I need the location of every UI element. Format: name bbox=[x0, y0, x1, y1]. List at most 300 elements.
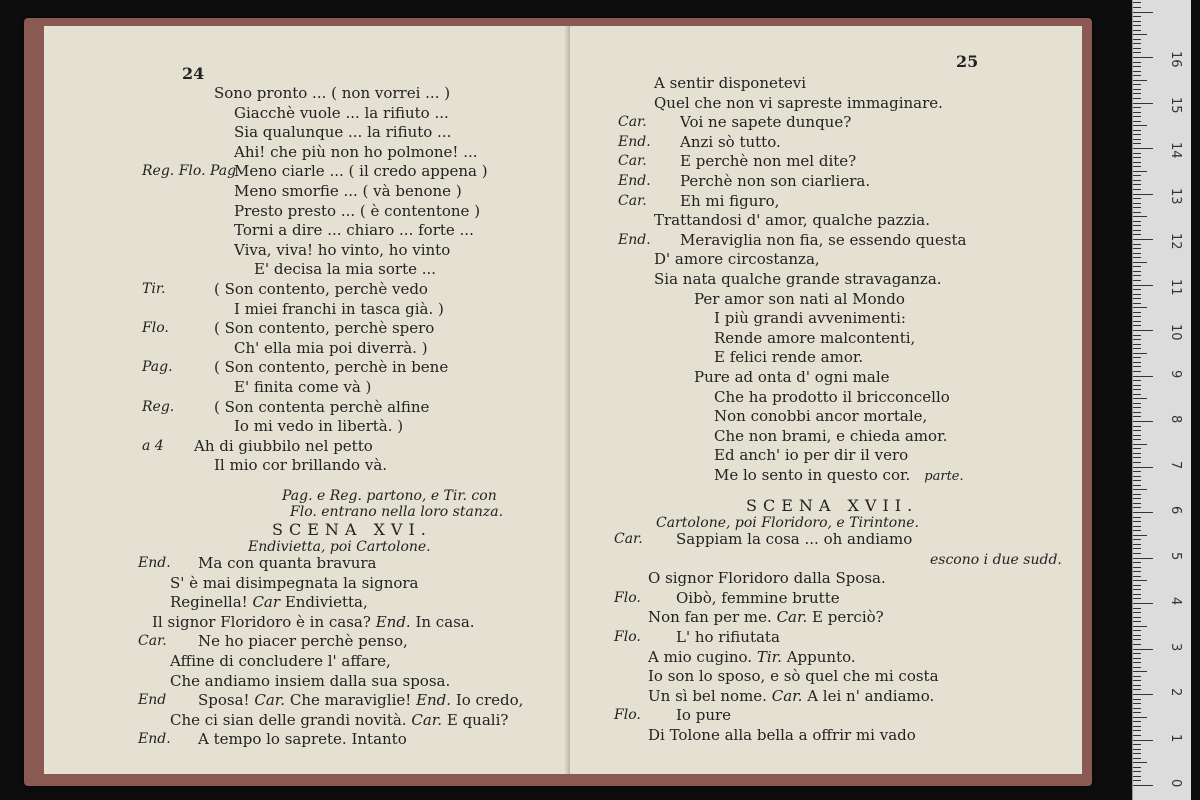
line-text: Oibò, femmine brutte bbox=[676, 588, 840, 607]
ruler-tick bbox=[1133, 80, 1147, 81]
line-text: Che andiamo insiem dalla sua sposa. bbox=[170, 671, 451, 690]
speaker-cue: Car. bbox=[776, 608, 808, 627]
ruler-tick bbox=[1133, 558, 1153, 559]
text-line bbox=[234, 104, 449, 122]
ruler-number: 1 bbox=[1168, 733, 1183, 742]
line-text: E quali? bbox=[442, 710, 509, 729]
text-line bbox=[654, 94, 943, 112]
ruler-tick bbox=[1133, 89, 1141, 90]
text-line bbox=[234, 378, 371, 396]
speaker-cue: Car. bbox=[771, 686, 803, 705]
ruler-tick bbox=[1133, 330, 1153, 331]
ruler-tick bbox=[1133, 567, 1141, 568]
ruler-tick bbox=[1133, 98, 1141, 99]
text-line bbox=[170, 574, 419, 592]
ruler-tick bbox=[1133, 153, 1141, 154]
page-number-left: 24 bbox=[182, 64, 205, 83]
line-text: Perchè non son ciarliera. bbox=[680, 172, 871, 190]
ruler-tick bbox=[1133, 730, 1141, 731]
ruler-tick bbox=[1133, 653, 1141, 654]
ruler-tick bbox=[1133, 762, 1147, 763]
line-text: Affine di concludere l' affare, bbox=[170, 652, 391, 670]
ruler-tick bbox=[1133, 740, 1153, 741]
ruler-tick bbox=[1133, 380, 1141, 381]
text-line bbox=[234, 241, 450, 259]
ruler-tick bbox=[1133, 139, 1141, 140]
speaker-label: Flo. bbox=[614, 629, 641, 645]
ruler-tick bbox=[1133, 703, 1141, 704]
speaker-label: Car. bbox=[618, 114, 647, 131]
ruler-tick bbox=[1133, 230, 1141, 231]
ruler-tick bbox=[1133, 21, 1141, 22]
speaker-cue: End. bbox=[375, 612, 411, 631]
ruler-tick bbox=[1133, 130, 1141, 131]
ruler-tick bbox=[1133, 166, 1141, 167]
text-line bbox=[714, 466, 964, 486]
ruler-tick bbox=[1133, 608, 1141, 609]
line-text: Sia qualunque ... la rifiuto ... bbox=[234, 123, 452, 142]
text-line bbox=[648, 667, 939, 685]
line-text: Torni a dire ... chiaro ... forte ... bbox=[234, 221, 474, 240]
ruler-tick bbox=[1133, 617, 1141, 618]
exit-direction: escono i due sudd. bbox=[930, 551, 1062, 568]
text-line bbox=[648, 687, 934, 705]
ruler-tick bbox=[1133, 571, 1141, 572]
ruler-tick bbox=[1133, 721, 1141, 722]
text-line bbox=[170, 711, 508, 729]
text-line bbox=[194, 437, 373, 455]
text-line bbox=[680, 113, 851, 131]
ruler-tick bbox=[1133, 321, 1141, 322]
text-line bbox=[680, 192, 779, 210]
ruler-tick bbox=[1133, 685, 1141, 686]
ruler-tick bbox=[1133, 335, 1141, 336]
ruler-tick bbox=[1133, 112, 1141, 113]
line-text: E perchè non mel dite? bbox=[680, 152, 857, 171]
speaker-label: Flo. bbox=[614, 589, 641, 606]
ruler-tick bbox=[1133, 39, 1141, 40]
ruler-tick bbox=[1133, 30, 1141, 31]
ruler-tick bbox=[1133, 635, 1141, 636]
ruler-tick bbox=[1133, 239, 1153, 240]
speaker-label: End. bbox=[138, 555, 171, 571]
line-text: In casa. bbox=[410, 612, 475, 631]
text-line bbox=[214, 84, 450, 102]
speaker-label: End. bbox=[138, 731, 171, 748]
line-text: Sono pronto ... ( non vorrei ... ) bbox=[214, 84, 451, 102]
line-text: Io son lo sposo, e sò quel che mi costa bbox=[648, 667, 939, 686]
ruler-tick bbox=[1133, 157, 1141, 158]
line-text: ( Son contento, perchè in bene bbox=[214, 358, 449, 377]
ruler-tick bbox=[1133, 216, 1147, 217]
ruler-tick bbox=[1133, 435, 1141, 436]
line-text: O signor Floridoro dalla Sposa. bbox=[648, 569, 886, 588]
line-text: A sentir disponetevi bbox=[654, 74, 807, 92]
ruler-tick bbox=[1133, 285, 1153, 286]
ruler-tick bbox=[1133, 180, 1141, 181]
ruler-tick bbox=[1133, 526, 1141, 527]
ruler-tick bbox=[1133, 480, 1141, 481]
line-text: Appunto. bbox=[781, 647, 856, 666]
ruler-tick bbox=[1133, 262, 1147, 263]
ruler-tick bbox=[1133, 2, 1141, 3]
ruler-tick bbox=[1133, 621, 1141, 622]
ruler-number: 15 bbox=[1168, 96, 1183, 114]
text-line bbox=[214, 456, 387, 474]
text-line bbox=[234, 417, 403, 435]
line-text: Di Tolone alla bella a offrir mi vado bbox=[648, 726, 916, 744]
ruler-tick bbox=[1133, 412, 1141, 413]
ruler-tick bbox=[1133, 234, 1141, 235]
ruler-tick bbox=[1133, 498, 1141, 499]
scene-characters-left: Endivietta, poi Cartolone. bbox=[248, 539, 431, 555]
ruler-tick bbox=[1133, 312, 1141, 313]
speaker-cue: Car bbox=[252, 593, 281, 612]
ruler-tick bbox=[1133, 471, 1141, 472]
ruler-tick bbox=[1133, 7, 1141, 8]
line-text: Sappiam la cosa ... oh andiamo bbox=[676, 530, 913, 548]
text-line bbox=[714, 309, 906, 327]
speaker-label: End. bbox=[618, 231, 651, 248]
text-line bbox=[152, 613, 475, 631]
scene-title-right: SCENA XVII. bbox=[746, 496, 919, 515]
ruler-tick bbox=[1133, 225, 1141, 226]
speaker-label: Car. bbox=[138, 633, 167, 650]
ruler-tick bbox=[1133, 448, 1141, 449]
measuring-ruler bbox=[1132, 0, 1191, 800]
line-text: A mio cugino. bbox=[648, 647, 757, 666]
text-line bbox=[714, 329, 915, 347]
line-text: Che non brami, e chieda amor. bbox=[714, 426, 948, 445]
text-line bbox=[234, 182, 462, 200]
text-line bbox=[214, 280, 428, 298]
speaker-cue: Tir. bbox=[756, 647, 782, 666]
text-line bbox=[234, 300, 444, 318]
speaker-cue: Car. bbox=[411, 710, 443, 729]
line-text: Non fan per me. bbox=[648, 608, 777, 627]
ruler-tick bbox=[1133, 366, 1141, 367]
text-line bbox=[170, 652, 391, 670]
ruler-tick bbox=[1133, 426, 1141, 427]
ruler-tick bbox=[1133, 671, 1147, 672]
ruler-tick bbox=[1133, 562, 1141, 563]
text-line bbox=[676, 706, 731, 724]
ruler-tick bbox=[1133, 694, 1153, 695]
ruler-tick bbox=[1133, 43, 1141, 44]
ruler-tick bbox=[1133, 339, 1141, 340]
ruler-tick bbox=[1133, 680, 1141, 681]
line-text: Me lo sento in questo cor. bbox=[714, 466, 911, 484]
speaker-label: a 4 bbox=[142, 437, 164, 454]
text-line bbox=[714, 446, 908, 464]
scene-title-left: SCENA XVI. bbox=[272, 520, 432, 539]
speaker-label: Tir. bbox=[142, 281, 166, 297]
text-line bbox=[714, 388, 950, 406]
ruler-tick bbox=[1133, 598, 1141, 599]
speaker-cue: End. bbox=[416, 691, 452, 710]
ruler-tick bbox=[1133, 325, 1141, 326]
ruler-tick bbox=[1133, 776, 1141, 777]
text-line bbox=[198, 554, 377, 572]
text-line bbox=[170, 593, 368, 611]
line-text: L' ho rifiutata bbox=[676, 628, 780, 646]
text-line bbox=[680, 172, 870, 190]
text-line bbox=[234, 221, 474, 239]
ruler-tick bbox=[1133, 676, 1141, 677]
ruler-tick bbox=[1133, 744, 1141, 745]
ruler-number: 5 bbox=[1168, 551, 1183, 560]
speaker-label: Flo. bbox=[614, 707, 641, 724]
ruler-tick bbox=[1133, 594, 1141, 595]
line-text: Anzi sò tutto. bbox=[680, 132, 781, 151]
ruler-tick bbox=[1133, 439, 1141, 440]
ruler-tick bbox=[1133, 626, 1147, 627]
speaker-label: End. bbox=[618, 133, 651, 150]
ruler-tick bbox=[1133, 316, 1141, 317]
ruler-tick bbox=[1133, 52, 1141, 53]
text-line bbox=[170, 672, 450, 690]
line-text: Rende amore malcontenti, bbox=[714, 328, 916, 347]
ruler-tick bbox=[1133, 93, 1141, 94]
line-text: ( Son contento, perchè spero bbox=[214, 319, 435, 338]
line-text: Voi ne sapete dunque? bbox=[680, 113, 852, 132]
ruler-number: 8 bbox=[1168, 415, 1183, 424]
page-number-right: 25 bbox=[956, 52, 979, 71]
text-line bbox=[648, 608, 884, 626]
ruler-tick bbox=[1133, 221, 1141, 222]
line-text: Giacchè vuole ... la rifiuto ... bbox=[234, 103, 449, 122]
ruler-tick bbox=[1133, 521, 1141, 522]
ruler-tick bbox=[1133, 649, 1153, 650]
ruler-tick bbox=[1133, 658, 1141, 659]
ruler-tick bbox=[1133, 75, 1141, 76]
text-line bbox=[680, 133, 781, 151]
ruler-number: 2 bbox=[1168, 688, 1183, 697]
ruler-tick bbox=[1133, 780, 1141, 781]
text-line bbox=[234, 339, 428, 357]
ruler-tick bbox=[1133, 362, 1141, 363]
ruler-tick bbox=[1133, 467, 1153, 468]
ruler-tick bbox=[1133, 194, 1153, 195]
line-text: Meraviglia non fia, se essendo questa bbox=[680, 230, 967, 249]
ruler-tick bbox=[1133, 348, 1141, 349]
line-text: Ch' ella mia poi diverrà. ) bbox=[234, 338, 428, 357]
ruler-tick bbox=[1133, 494, 1141, 495]
line-text: Che ci sian delle grandi novità. bbox=[170, 710, 412, 729]
line-text: Sia nata qualche grande stravaganza. bbox=[654, 270, 942, 288]
line-text: Ah di giubbilo nel petto bbox=[194, 436, 373, 455]
ruler-tick bbox=[1133, 12, 1153, 13]
text-line bbox=[654, 270, 942, 288]
ruler-tick bbox=[1133, 421, 1153, 422]
line-text: ( Son contento, perchè vedo bbox=[214, 280, 428, 298]
ruler-tick bbox=[1133, 512, 1153, 513]
text-line bbox=[676, 628, 780, 646]
ruler-tick bbox=[1133, 184, 1141, 185]
ruler-tick bbox=[1133, 203, 1141, 204]
ruler-tick bbox=[1133, 116, 1141, 117]
stage-direction-1: Pag. e Reg. partono, e Tir. con bbox=[282, 488, 497, 504]
speaker-label: Car. bbox=[618, 153, 647, 170]
ruler-tick bbox=[1133, 476, 1141, 477]
line-text: I più grandi avvenimenti: bbox=[714, 309, 906, 328]
ruler-tick bbox=[1133, 266, 1141, 267]
ruler-tick bbox=[1133, 767, 1141, 768]
scene-characters-right: Cartolone, poi Floridoro, e Tirintone. bbox=[656, 515, 919, 531]
line-text: Quel che non vi sapreste immaginare. bbox=[654, 93, 943, 112]
ruler-tick bbox=[1133, 175, 1141, 176]
ruler-tick bbox=[1133, 189, 1141, 190]
ruler-tick bbox=[1133, 253, 1141, 254]
ruler-tick bbox=[1133, 66, 1141, 67]
line-text: E' decisa la mia sorte ... bbox=[254, 260, 437, 279]
ruler-tick bbox=[1133, 376, 1153, 377]
line-text: Io pure bbox=[676, 706, 732, 725]
ruler-tick bbox=[1133, 539, 1141, 540]
ruler-tick bbox=[1133, 57, 1153, 58]
speaker-label: Reg. bbox=[142, 398, 175, 415]
ruler-tick bbox=[1133, 503, 1141, 504]
ruler-tick bbox=[1133, 717, 1147, 718]
line-text: Trattandosi d' amor, qualche pazzia. bbox=[654, 211, 930, 230]
ruler-number: 4 bbox=[1168, 597, 1183, 606]
ruler-number: 16 bbox=[1168, 51, 1183, 68]
ruler-tick bbox=[1133, 485, 1141, 486]
ruler-tick bbox=[1133, 25, 1141, 26]
ruler-tick bbox=[1133, 162, 1141, 163]
ruler-tick bbox=[1133, 735, 1141, 736]
ruler-number: 9 bbox=[1168, 369, 1183, 378]
ruler-tick bbox=[1133, 548, 1141, 549]
line-text: Reginella! bbox=[170, 593, 253, 612]
text-line bbox=[714, 427, 947, 445]
ruler-tick bbox=[1133, 303, 1141, 304]
ruler-tick bbox=[1133, 580, 1147, 581]
line-text: D' amore circostanza, bbox=[654, 250, 820, 269]
ruler-tick bbox=[1133, 371, 1141, 372]
line-text: Per amor son nati al Mondo bbox=[694, 289, 905, 308]
line-text: Io mi vedo in libertà. ) bbox=[234, 417, 404, 436]
speaker-label: Car. bbox=[614, 531, 643, 547]
ruler-tick bbox=[1133, 48, 1141, 49]
text-line bbox=[694, 290, 905, 308]
speaker-label: End bbox=[138, 692, 167, 709]
ruler-tick bbox=[1133, 517, 1141, 518]
ruler-number: 7 bbox=[1168, 460, 1183, 469]
line-text: Presto presto ... ( è contentone ) bbox=[234, 201, 481, 220]
ruler-tick bbox=[1133, 275, 1141, 276]
text-line bbox=[648, 726, 916, 744]
text-line bbox=[648, 648, 856, 666]
line-text: Meno ciarle ... ( il credo appena ) bbox=[234, 162, 488, 181]
speaker-label: Flo. bbox=[142, 320, 169, 337]
ruler-tick bbox=[1133, 589, 1141, 590]
ruler-tick bbox=[1133, 121, 1141, 122]
ruler-tick bbox=[1133, 535, 1147, 536]
text-line bbox=[654, 211, 930, 229]
ruler-number: 12 bbox=[1168, 233, 1183, 250]
ruler-tick bbox=[1133, 294, 1141, 295]
text-line bbox=[694, 368, 890, 386]
ruler-tick bbox=[1133, 248, 1141, 249]
ruler-tick bbox=[1133, 271, 1141, 272]
ruler-tick bbox=[1133, 662, 1141, 663]
line-text: ( Son contenta perchè alfine bbox=[214, 397, 430, 416]
ruler-tick bbox=[1133, 507, 1141, 508]
line-text: Il mio cor brillando và. bbox=[214, 456, 388, 475]
ruler-tick bbox=[1133, 207, 1141, 208]
speaker-label: Car. bbox=[618, 192, 647, 209]
ruler-number: 0 bbox=[1168, 779, 1183, 788]
ruler-tick bbox=[1133, 444, 1147, 445]
text-line bbox=[630, 550, 1062, 569]
line-text: Ma con quanta bravura bbox=[198, 554, 377, 572]
ruler-tick bbox=[1133, 198, 1141, 199]
ruler-number: 13 bbox=[1168, 187, 1183, 205]
ruler-tick bbox=[1133, 462, 1141, 463]
line-text: Un sì bel nome. bbox=[648, 686, 772, 705]
speaker-label: Reg. Flo. Pag bbox=[142, 163, 237, 180]
line-text: E felici rende amor. bbox=[714, 348, 864, 367]
ruler-number: 10 bbox=[1168, 324, 1183, 341]
ruler-tick bbox=[1133, 389, 1141, 390]
text-line bbox=[198, 730, 407, 748]
ruler-tick bbox=[1133, 576, 1141, 577]
line-text: Ne ho piacer perchè penso, bbox=[198, 632, 408, 651]
ruler-tick bbox=[1133, 712, 1141, 713]
text-line bbox=[676, 589, 840, 607]
ruler-tick bbox=[1133, 544, 1141, 545]
ruler-tick bbox=[1133, 107, 1141, 108]
speaker-cue: Car. bbox=[254, 691, 286, 710]
ruler-number: 14 bbox=[1168, 142, 1183, 159]
ruler-number: 3 bbox=[1168, 642, 1183, 651]
text-line bbox=[648, 569, 886, 587]
text-line bbox=[214, 358, 448, 376]
ruler-tick bbox=[1133, 726, 1141, 727]
line-text: A tempo lo saprete. Intanto bbox=[198, 730, 407, 749]
ruler-tick bbox=[1133, 430, 1141, 431]
line-text: Io credo, bbox=[451, 691, 524, 710]
ruler-tick bbox=[1133, 758, 1141, 759]
text-line bbox=[680, 152, 856, 170]
line-text: Sposa! bbox=[198, 691, 255, 710]
line-text: Viva, viva! ho vinto, ho vinto bbox=[234, 240, 451, 259]
line-text: Che ha prodotto il bricconcello bbox=[714, 387, 950, 406]
ruler-tick bbox=[1133, 771, 1141, 772]
text-line bbox=[198, 632, 408, 650]
ruler-tick bbox=[1133, 585, 1141, 586]
line-text: Il signor Floridoro è in casa? bbox=[152, 612, 376, 631]
ruler-tick bbox=[1133, 530, 1141, 531]
ruler-tick bbox=[1133, 667, 1141, 668]
ruler-tick bbox=[1133, 749, 1141, 750]
ruler-number: 6 bbox=[1168, 506, 1183, 515]
ruler-tick bbox=[1133, 344, 1141, 345]
line-text: E' finita come và ) bbox=[234, 378, 372, 396]
right-page bbox=[570, 26, 1082, 774]
ruler-tick bbox=[1133, 603, 1153, 604]
ruler-tick bbox=[1133, 34, 1147, 35]
ruler-tick bbox=[1133, 398, 1147, 399]
ruler-tick bbox=[1133, 125, 1147, 126]
text-line bbox=[654, 250, 820, 268]
line-text: S' è mai disimpegnata la signora bbox=[170, 573, 419, 592]
speaker-label: End. bbox=[618, 173, 651, 189]
ruler-tick bbox=[1133, 298, 1141, 299]
line-text: Ed anch' io per dir il vero bbox=[714, 446, 909, 465]
ruler-tick bbox=[1133, 289, 1141, 290]
